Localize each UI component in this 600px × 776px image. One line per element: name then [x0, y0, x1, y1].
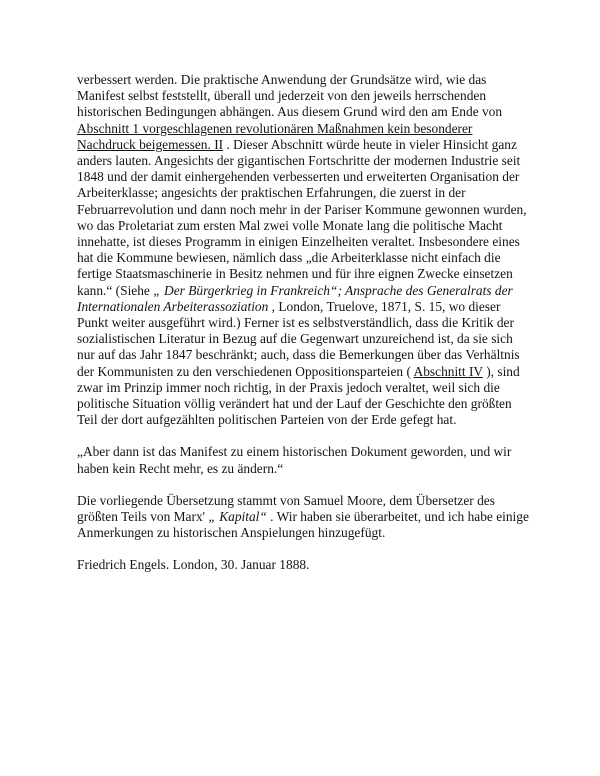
- citation-kapital: „ Kapital“: [208, 509, 267, 525]
- link-abschnitt-4[interactable]: Abschnitt IV: [413, 363, 483, 379]
- paragraph-main-text-1: verbessert werden. Die praktische Anwendung der Grundsätze wird, wie das Manifest selbst feststellt, überall und jederzeit von den jeweils herrschenden historischen Bedingungen abhängen. Aus diesem Grund wird den am Ende von: [77, 72, 503, 120]
- paragraph-main-text-2: . Dieser Abschnitt würde heute in vieler Hinsicht ganz anders lauten. Angesichts der gigantischen Fortschritte der modernen Industrie seit 1848 und der damit einhergehenden verbesserten und erweiterten Organisation der Arbeiterklasse; angesichts der praktischen Erfahrungen, die zuerst in der Februarrevolution und dann noch mehr in der Pariser Kommune gewonnen wurden, wo das Proletariat zum ersten Mal zwei volle Monate lang die politische Macht innehatte, ist dieses Programm in einigen Einzelheiten veraltet. Insbesondere eines hat die Kommune bewiesen, nämlich dass „die Arbeiterklasse nicht einfach die fertige Staatsmaschinerie in Besitz nehmen und für ihre eignen Zwecke einsetzen kann.“ (Siehe: [77, 136, 527, 298]
- citation-buergerkrieg: „ Der Bürgerkrieg in Frankreich“; Ansprache des Generalrats der Internationalen Arbeiterassoziation: [77, 282, 513, 314]
- paragraph-main: [77, 72, 530, 428]
- paragraph-translation-text-2: . Wir haben sie überarbeitet, und ich habe einige Anmerkungen zu historischen Anspielungen hinzugefügt.: [77, 509, 529, 541]
- paragraph-main-text-3: , London, Truelove, 1871, S. 15, wo dieser Punkt weiter ausgeführt wird.) Ferner ist es selbstverständlich, dass die Kritik der sozialistischen Literatur in Bezug auf die Gegenwart unzureichend ist, da sie sich nur auf das Jahr 1847 beschränkt; auch, dass die Bemerkungen über das Verhältnis der Kommunisten zu den verschiedenen Oppositionsparteien (: [77, 298, 520, 379]
- paragraph-quote: „Aber dann ist das Manifest zu einem historischen Dokument geworden, und wir haben kein Recht mehr, es zu ändern.“: [77, 444, 512, 476]
- paragraph-translation: [77, 493, 530, 542]
- signature-line: Friedrich Engels. London, 30. Januar 1888.: [77, 557, 310, 573]
- paragraph-translation-text-1: Die vorliegende Übersetzung stammt von Samuel Moore, dem Übersetzer des größten Teils von Marx': [77, 492, 495, 525]
- paragraph-main-text-4: ), sind zwar im Prinzip immer noch richtig, in der Praxis jedoch veraltet, weil sich die politische Situation völlig verändert hat und der Lauf der Geschichte den größten Teil der dort aufgezählten politischen Parteien von der Erde gefegt hat.: [77, 363, 520, 428]
- link-abschnitt-1[interactable]: Abschnitt 1 vorgeschlagenen revolutionären Maßnahmen kein besonderer Nachdruck beigemessen. II: [77, 120, 473, 152]
